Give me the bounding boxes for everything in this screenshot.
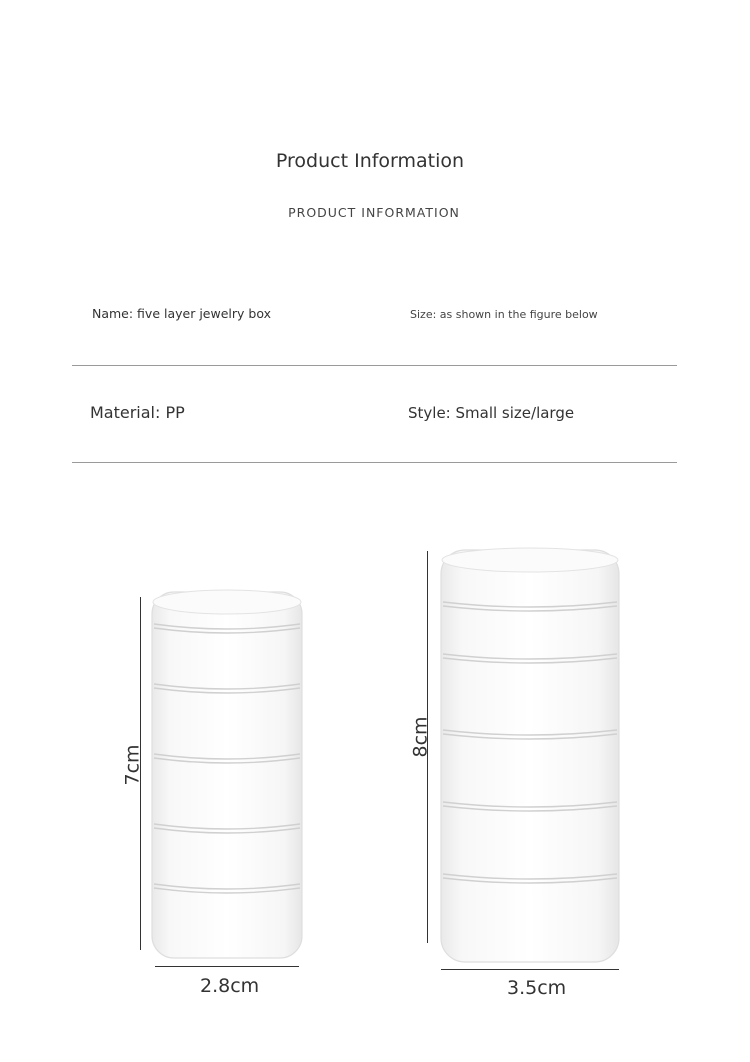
spec-style: Style: Small size/large: [408, 404, 575, 422]
large-width-line: [441, 969, 619, 970]
large-width-label: 3.5cm: [507, 977, 567, 999]
page-title: Product Information: [275, 150, 465, 172]
large-jar-stack-image: [437, 544, 627, 968]
spec-name: Name: five layer jewelry box: [92, 306, 271, 321]
spec-size: Size: as shown in the figure below: [410, 308, 598, 321]
small-width-line: [155, 966, 299, 967]
divider-bottom: [72, 462, 677, 463]
spec-material: Material: PP: [90, 403, 185, 422]
divider-top: [72, 365, 677, 366]
large-height-label: 8cm: [409, 716, 432, 758]
small-width-label: 2.8cm: [200, 975, 260, 997]
small-jar-stack-image: [148, 584, 308, 964]
page-subtitle: PRODUCT INFORMATION: [288, 205, 460, 220]
small-height-label: 7cm: [121, 744, 144, 786]
